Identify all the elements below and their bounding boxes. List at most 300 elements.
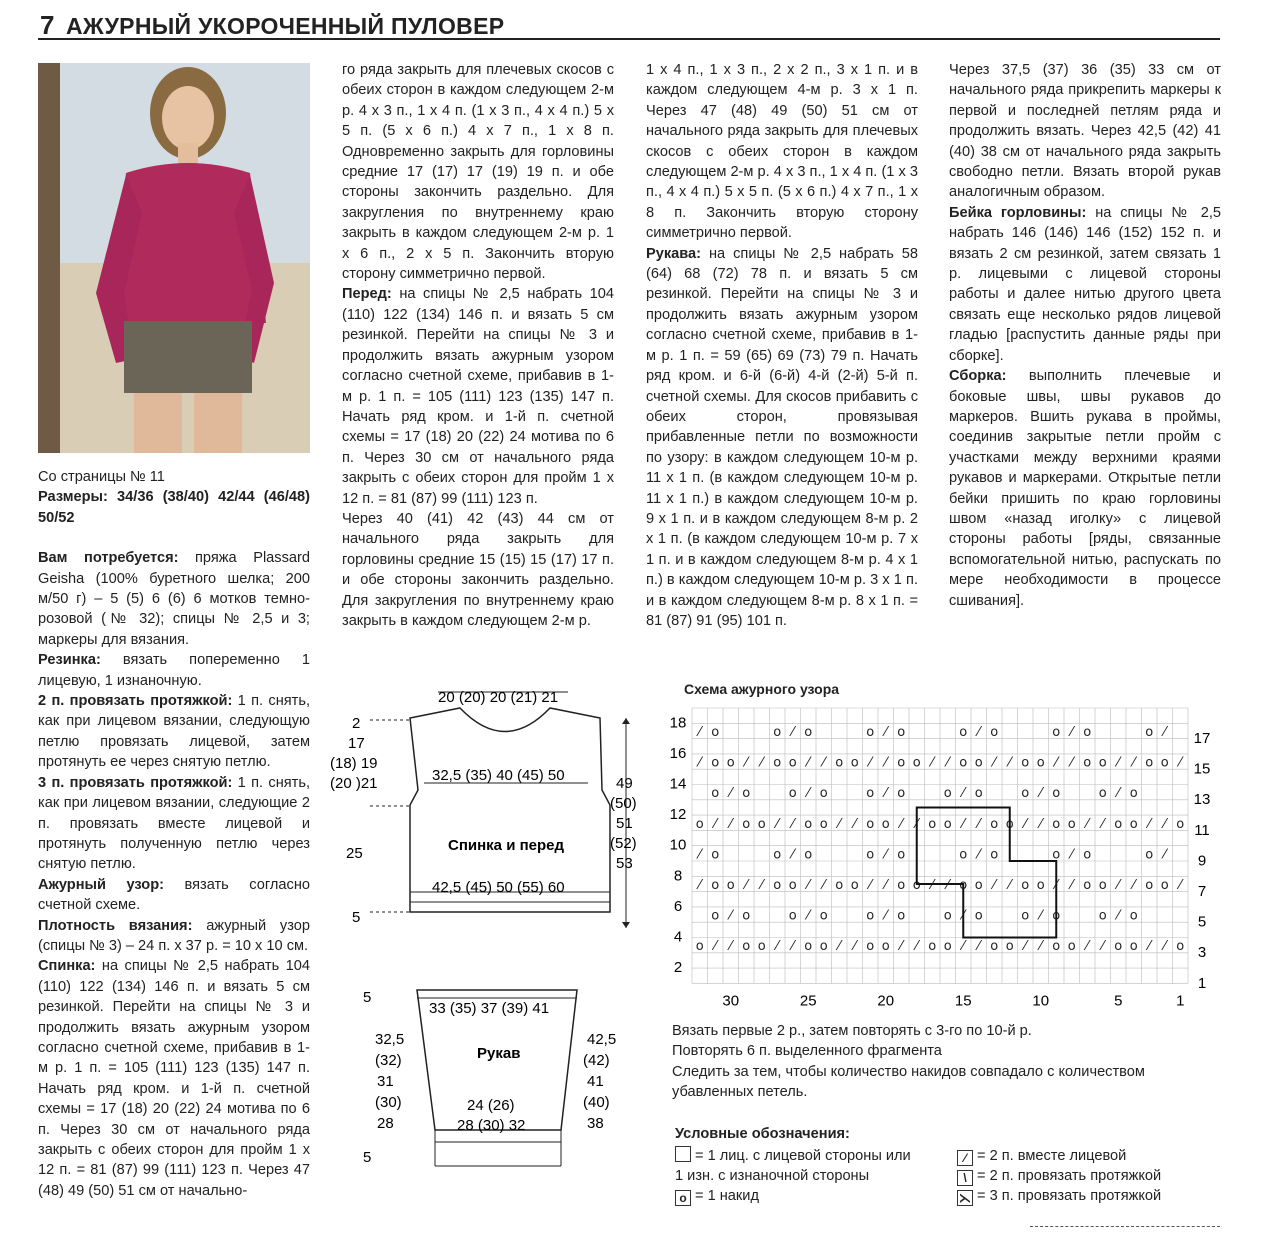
yarn-over-icon: o xyxy=(711,908,720,924)
rib-paragraph xyxy=(38,650,310,691)
decrease-icon: ⁄ xyxy=(884,724,887,740)
yarn-over-icon: o xyxy=(757,816,766,832)
chart-row-label: 13 xyxy=(1193,791,1211,809)
neckband-label: Бейка горловины: xyxy=(949,204,1087,221)
yarn-over-icon: o xyxy=(1129,939,1138,955)
decrease-icon: ⁄ xyxy=(698,755,701,771)
legend-ssk-text: = 2 п. провязать протяжкой xyxy=(977,1168,1162,1184)
yarn-over-icon: o xyxy=(1129,908,1138,924)
chart-row-label: 16 xyxy=(669,744,687,762)
decrease-icon: ⁄ xyxy=(807,786,810,802)
chart-row-label: 1 xyxy=(1197,974,1207,992)
sleeve-label: Рукав xyxy=(477,1045,521,1062)
decrease-icon: ⁄ xyxy=(807,908,810,924)
decrease-icon: ⁄ xyxy=(1132,755,1135,771)
sleeve-right-42: (42) xyxy=(583,1052,610,1069)
sleeve-left-28: 28 xyxy=(377,1115,394,1132)
empty-square-icon xyxy=(675,1146,691,1162)
body-left-20: (20 )21 xyxy=(330,775,378,792)
sleeves-paragraph xyxy=(646,244,918,632)
chart-row-label: 15 xyxy=(1193,760,1211,778)
page-title: АЖУРНЫЙ УКОРОЧЕННЫЙ ПУЛОВЕР xyxy=(66,13,505,39)
model-photo-illustration xyxy=(38,63,310,453)
chart-row-label: 3 xyxy=(1197,944,1207,962)
decrease-icon: ⁄ xyxy=(776,939,779,955)
legend-purl-text: 1 изн. с изнаночной стороны xyxy=(675,1168,870,1184)
chart-row-label: 2 xyxy=(673,959,683,977)
chart-row-label: 14 xyxy=(669,775,687,793)
body-right-51: 51 xyxy=(616,815,633,832)
yarn-over-icon: o xyxy=(1052,939,1061,955)
body-bottom-dimension: 42,5 (45) 50 (55) 60 xyxy=(432,879,565,896)
gauge-text: ажурный узор (спицы № 3) – 24 п. х 37 р. = 10 х 10 см. xyxy=(38,917,310,954)
yarn-over-icon: o xyxy=(1067,816,1076,832)
yarn-over-icon: o xyxy=(788,908,797,924)
decrease-icon: ⁄ xyxy=(931,755,934,771)
yarn-over-icon: o xyxy=(866,816,875,832)
decrease-icon: ⁄ xyxy=(977,816,980,832)
decrease-icon: ⁄ xyxy=(822,877,825,893)
text-column-3 xyxy=(646,60,918,631)
note-2: Повторять 6 п. выделенного фрагмента xyxy=(672,1043,942,1060)
legend-knit-text: = 1 лиц. с лицевой стороны или xyxy=(695,1148,911,1164)
decrease-icon: ⁄ xyxy=(1055,755,1058,771)
decrease-icon: ⁄ xyxy=(807,877,810,893)
neckband-paragraph xyxy=(949,203,1221,366)
yarn-over-icon: o xyxy=(804,939,813,955)
yarn-over-icon: o xyxy=(866,786,875,802)
decrease-icon: ⁄ xyxy=(1039,939,1042,955)
decrease-icon: ⁄ xyxy=(1179,755,1182,771)
chart-row-label: 11 xyxy=(1194,821,1210,839)
yarn-over-icon: o xyxy=(928,816,937,832)
chart-row-label: 17 xyxy=(1193,729,1211,747)
body-top-dimension: 20 (20) 20 (21) 21 xyxy=(438,689,559,706)
sleeve-left-32: (32) xyxy=(375,1052,402,1069)
assembly-label: Сборка: xyxy=(949,368,1007,385)
decrease-icon: ⁄ xyxy=(1163,724,1166,740)
yarn-over-icon: o xyxy=(897,908,906,924)
yarn-over-icon: o xyxy=(866,908,875,924)
sizes-label: Размеры: xyxy=(38,489,108,506)
decrease-icon: ⁄ xyxy=(962,786,965,802)
yarn-over-icon: o xyxy=(804,724,813,740)
yarn-over-icon: o xyxy=(788,877,797,893)
yarn-over-icon: o xyxy=(1114,816,1123,832)
decrease-icon: ⁄ xyxy=(1117,755,1120,771)
decrease-icon: ⁄ xyxy=(1055,877,1058,893)
shoulder-paragraph: го ряда закрыть для плечевых скосов с обеих сторон в каждом следующем 2-м р. 4 х 3 п., 1 х 4 п. (1 х 3 п., 4 х 4 п.) 5 х 5 п. (5 х 6 п.) 4 х 7 п., 1 х 8 п. Одновременно закрыть для горловины средние 17 (17) 17 (19) 19 п. и обе стороны закончить раздельно. Для закругления по внутреннему краю закрыть в каждом следующем 2-м р. 1 х 6 п., 2 х 5 п. Закончить вторую сторону симметрично первой. xyxy=(342,62,614,283)
yarn-over-icon: o xyxy=(959,877,968,893)
yarn-over-icon: o xyxy=(881,816,890,832)
yarn-over-icon: o xyxy=(788,786,797,802)
yarn-over-icon: o xyxy=(897,877,906,893)
sleeve-left-5-bottom: 5 xyxy=(363,1149,372,1166)
decrease-icon: ⁄ xyxy=(1163,847,1166,863)
decrease-icon: ⁄ xyxy=(900,939,903,955)
sleeve-right-425: 42,5 xyxy=(587,1031,617,1048)
yarn-over-icon: o xyxy=(773,847,782,863)
decrease-icon: ⁄ xyxy=(915,939,918,955)
chart-row-label: 7 xyxy=(1197,882,1207,900)
yarn-over-icon: o xyxy=(804,847,813,863)
yarn-over-icon: o xyxy=(742,816,751,832)
body-mid-dimension: 32,5 (35) 40 (45) 50 xyxy=(432,767,565,784)
decrease-icon: ⁄ xyxy=(993,877,996,893)
decrease-icon: ⁄ xyxy=(884,847,887,863)
rib-text: вязать попеременно 1 лицевую, 1 изнаночную. xyxy=(38,652,310,689)
k2-text: 1 п. снять, как при лицевом вязании, следующую петлю провязать лицевой, затем протянуть ее через снятую петлю. xyxy=(38,693,310,771)
neckband-text: на спицы № 2,5 набрать 146 (146) 146 (152) 152 п. и вязать 2 см резинкой, затем связать 1 р. лицевыми с лицевой стороны работы и далее нитью другого цвета связать еще несколько рядов лицевой гладью [распустить данные ряды при сборке]. xyxy=(949,204,1221,364)
decrease-icon: ⁄ xyxy=(1101,816,1104,832)
decrease-icon: ⁄ xyxy=(698,724,701,740)
arrow-head xyxy=(622,718,630,724)
decrease-icon: ⁄ xyxy=(729,939,732,955)
decrease-icon: ⁄ xyxy=(869,877,872,893)
decrease-icon: ⁄ xyxy=(853,939,856,955)
yarn-over-icon: o xyxy=(943,816,952,832)
sleeve-schematic xyxy=(355,980,645,1180)
body-label: Спинка и перед xyxy=(448,837,565,854)
yarn-over-icon: o xyxy=(819,908,828,924)
source-line: Со страницы № 11 xyxy=(38,469,165,485)
decrease-icon: ⁄ xyxy=(760,877,763,893)
decrease-icon: ⁄ xyxy=(1039,908,1042,924)
yarn-over-icon: o xyxy=(912,755,921,771)
body-schematic xyxy=(320,680,650,940)
body-right-52: (52) xyxy=(610,835,637,852)
yarn-over-icon: o xyxy=(1145,755,1154,771)
yarn-over-icon: o xyxy=(726,877,735,893)
lace-label: Ажурный узор: xyxy=(38,876,164,893)
note-1: Вязать первые 2 р., затем повторять с 3-го по 10-й р. xyxy=(672,1023,1032,1039)
decrease-icon: ⁄ xyxy=(1163,816,1166,832)
body-left-17: 17 xyxy=(348,735,365,752)
decrease-icon: ⁄ xyxy=(1132,877,1135,893)
yarn-over-icon: o xyxy=(1052,786,1061,802)
sleeve-left-325: 32,5 xyxy=(375,1031,405,1048)
yarn-over-icon: o xyxy=(1083,724,1092,740)
yarn-over-icon: o xyxy=(1176,816,1185,832)
yarn-over-icon: o xyxy=(1098,908,1107,924)
back-label: Спинка: xyxy=(38,958,96,975)
sleeve-left-30: (30) xyxy=(375,1094,402,1111)
sleeve-left-5-top: 5 xyxy=(363,989,372,1006)
decrease-icon: ⁄ xyxy=(1070,877,1073,893)
yarn-over-icon: o xyxy=(1145,847,1154,863)
body-left-25: 25 xyxy=(346,845,363,862)
chart-row-label: 12 xyxy=(669,806,687,824)
decrease-icon: ⁄ xyxy=(1117,786,1120,802)
decrease-icon: ⁄ xyxy=(977,847,980,863)
decrease-icon: ⁄ xyxy=(977,724,980,740)
sizes-paragraph xyxy=(38,487,310,528)
decrease-icon: ⁄ xyxy=(1163,939,1166,955)
legend-sk2p-text: = 3 п. провязать протяжкой xyxy=(977,1188,1162,1204)
yarn-over-icon: o xyxy=(1098,786,1107,802)
chart-row-label: 18 xyxy=(669,714,687,732)
chart-col-label: 1 xyxy=(1176,992,1185,1010)
yarn-over-icon: o xyxy=(1052,908,1061,924)
yarn-over-icon: o xyxy=(1083,877,1092,893)
decrease-icon: ⁄ xyxy=(884,755,887,771)
yarn-over-icon: o xyxy=(711,877,720,893)
text-column-4 xyxy=(949,60,1221,611)
k2-label: 2 п. провязать протяжкой: xyxy=(38,693,233,710)
decrease-icon: ⁄ xyxy=(776,816,779,832)
yarn-over-icon: o xyxy=(711,755,720,771)
yarn-over-icon: o xyxy=(742,939,751,955)
front-text: на спицы № 2,5 набрать 104 (110) 122 (134) 146 п. и вязать 5 см резинкой. Перейти на спицы № 3 и продолжить вязать ажурным узором согласно счетной схеме, прибавив в 1-м р. 1 п. = 105 (111) 123 (135) 147 п. Начать ряд кром. и 1-й п. счетной схемы = 17 (18) 20 (22) 24 мотива по 6 п. Через 30 см от начального ряда закрыть с обеих сторон для пройм 1 х 12 п. = 81 (87) 99 (111) 123 п. xyxy=(342,286,614,507)
sleeves-label: Рукава: xyxy=(646,245,702,262)
decrease-icon: ⁄ xyxy=(962,939,965,955)
yarn-over-icon: o xyxy=(866,847,875,863)
decrease-icon: ⁄ xyxy=(884,877,887,893)
lace-paragraph xyxy=(38,875,310,916)
k2tog-icon: ⁄ xyxy=(957,1150,973,1166)
neck-shaping-paragraph: Через 40 (41) 42 (43) 44 см от начального ряда закрыть для горловины средние 15 (15) 15 (17) 17 п. и обе стороны закончить раздельно. Для закругления по внутреннему краю закрыть в каждом следующем 2-м р. xyxy=(342,510,614,629)
yarn-over-icon: o xyxy=(835,877,844,893)
sk2p-icon: ⋋ xyxy=(959,1191,971,1205)
decrease-icon: ⁄ xyxy=(1008,877,1011,893)
yarn-over-icon: o xyxy=(928,939,937,955)
decrease-icon: ⁄ xyxy=(760,755,763,771)
sleeve-left-31: 31 xyxy=(377,1073,394,1090)
chart-notes xyxy=(672,1021,1192,1103)
body-right-50: (50) xyxy=(610,795,637,812)
yarn-over-icon: o xyxy=(881,939,890,955)
chart-col-label: 20 xyxy=(877,992,895,1010)
decrease-icon: ⁄ xyxy=(791,724,794,740)
sleeve-continued-paragraph: Через 37,5 (37) 36 (35) 33 см от начального ряда прикрепить маркеры к первой и последней петлям ряда и продолжить вязать. Через 42,5 (42) 41 (40) 38 см от начального ряда закрыть свободно петли. Вязать второй рукав аналогичным образом. xyxy=(949,62,1221,201)
yarn-over-icon: o xyxy=(1052,816,1061,832)
decrease-icon: ⁄ xyxy=(791,816,794,832)
decrease-icon: ⁄ xyxy=(729,816,732,832)
legend-yo-text: = 1 накид xyxy=(695,1188,759,1204)
yarn-over-icon: o xyxy=(1021,877,1030,893)
decrease-icon: ⁄ xyxy=(729,786,732,802)
rib-label: Резинка: xyxy=(38,652,101,669)
decrease-icon: ⁄ xyxy=(884,786,887,802)
chart-col-label: 25 xyxy=(799,992,817,1010)
ssk-icon: \ xyxy=(957,1170,973,1186)
yarn-over-icon: o xyxy=(897,724,906,740)
yarn-over-icon: o xyxy=(943,908,952,924)
decrease-icon: ⁄ xyxy=(962,908,965,924)
decrease-icon: ⁄ xyxy=(838,816,841,832)
legend-purl xyxy=(675,1166,869,1186)
decrease-icon: ⁄ xyxy=(1024,939,1027,955)
front-paragraph xyxy=(342,284,614,508)
k3-label: 3 п. провязать протяжкой: xyxy=(38,774,233,791)
yarn-over-icon: o xyxy=(1005,939,1014,955)
decrease-icon: ⁄ xyxy=(1024,816,1027,832)
yarn-over-icon: o xyxy=(804,816,813,832)
legend-ssk xyxy=(957,1166,1161,1186)
legend-title: Условные обозначения: xyxy=(675,1126,850,1142)
lace-chart xyxy=(655,700,1211,1010)
yarn-over-icon: o xyxy=(866,939,875,955)
decrease-icon: ⁄ xyxy=(900,816,903,832)
sleeve-right-41: 41 xyxy=(587,1073,604,1090)
yarn-over-icon: o xyxy=(788,755,797,771)
yarn-over-icon: o xyxy=(1036,877,1045,893)
yarn-over-icon: o xyxy=(726,755,735,771)
k2-paragraph xyxy=(38,691,310,773)
page-header xyxy=(38,8,1220,40)
decrease-icon: ⁄ xyxy=(1117,908,1120,924)
front-label: Перед: xyxy=(342,286,392,303)
sleeves-text: на спицы № 2,5 набрать 58 (64) 68 (72) 78 п. и вязать 5 см резинкой. Перейти на спицы № 3 и продолжить вязать ажурным узором согласно счетной схеме, прибавив в 1-м р. 1 п. = 59 (65) 69 (73) 79 п. Начать ряд кром. и 6-й (6-й) 4-й (2-й) 5-й п. счетной схемы. Для скосов прибавить с обеих сторон, провязывая прибавленные петли по возможности по узору: в каждом следующем 10-м р. 11 х 1 п. (в каждом следующем 10-м р. 11 х 1 п.) в каждом следующем 10-м р. 9 х 1 п. и в каждом следующем 8-м р. 2 х 1 п. (в каждом следующем 10-м р. 7 х 1 п. и в каждом следующем 8-м р. 4 х 1 п.) в каждом следующем 10-м р. 3 х 1 п. и в каждом следующем 8-м р. 8 х 1 п. = 81 (87) 91 (95) 101 п. xyxy=(646,245,918,629)
back-text: на спицы № 2,5 набрать 104 (110) 122 (134) 146 п. и вязать 5 см резинкой. Перейти на спицы № 3 и продолжить вязать ажурным узором согласно счетной схеме, прибавив в 1-м р. 1 п. = 105 (111) 123 (135) 147 п. Начать ряд кром. и 1-й п. счетной схемы = 17 (18) 20 (22) 24 мотива по 6 п. Через 30 см от начального ряда закрыть с обеих сторон для пройм 1 х 12 п. = 81 (87) 99 (111) 123 п. Через 47 (48) 49 (50) 51 см от начально- xyxy=(38,958,310,1199)
sleeve-top-dimension: 33 (35) 37 (39) 41 xyxy=(429,1000,550,1017)
yarn-over-icon: o xyxy=(897,847,906,863)
decrease-icon: ⁄ xyxy=(822,755,825,771)
decrease-icon: ⁄ xyxy=(1148,816,1151,832)
yarn-over-icon: o xyxy=(912,877,921,893)
text-column-1 xyxy=(38,467,310,1201)
yarn-over-icon: o xyxy=(1021,908,1030,924)
decrease-icon: ⁄ xyxy=(729,908,732,924)
legend-k2tog xyxy=(957,1146,1126,1166)
yarn-over-icon: o xyxy=(897,755,906,771)
sleeve-bottom-1: 24 (26) xyxy=(467,1097,515,1114)
yarn-over-icon: o xyxy=(1098,877,1107,893)
chart-row-label: 9 xyxy=(1197,852,1207,870)
yarn-over-icon: o xyxy=(757,939,766,955)
yarn-over-icon: o xyxy=(819,786,828,802)
yarn-over-icon: o xyxy=(1052,847,1061,863)
decrease-icon: ⁄ xyxy=(1070,724,1073,740)
body-right-49: 49 xyxy=(616,775,633,792)
yarn-over-icon: o xyxy=(959,847,968,863)
decrease-icon: ⁄ xyxy=(791,847,794,863)
yarn-over-icon: o xyxy=(990,847,999,863)
sleeve-right-38: 38 xyxy=(587,1115,604,1132)
sleeve-right-40: (40) xyxy=(583,1094,610,1111)
legend-yo xyxy=(675,1186,759,1206)
yarn-over-icon: o xyxy=(850,755,859,771)
decrease-icon: ⁄ xyxy=(1148,939,1151,955)
legend-sk2p xyxy=(957,1186,1161,1206)
decrease-icon: ⁄ xyxy=(946,755,949,771)
body-left-18: (18) 19 xyxy=(330,755,378,772)
decrease-icon: ⁄ xyxy=(1086,939,1089,955)
yarn-over-icon: o xyxy=(711,724,720,740)
decrease-icon: ⁄ xyxy=(1070,847,1073,863)
yarn-over-icon: o xyxy=(1160,755,1169,771)
yarn-over-icon: o xyxy=(974,755,983,771)
spacer xyxy=(38,528,310,548)
yarn-over-icon: o xyxy=(959,755,968,771)
yarn-over-icon: o xyxy=(773,877,782,893)
chart-col-label: 30 xyxy=(722,992,740,1010)
body-right-53: 53 xyxy=(616,855,633,872)
yarn-over-icon: o xyxy=(1129,816,1138,832)
assembly-paragraph xyxy=(949,366,1221,611)
yarn-over-icon: o xyxy=(1145,877,1154,893)
yarn-over-icon: o xyxy=(675,1190,691,1206)
yarn-over-icon: o xyxy=(974,786,983,802)
decrease-icon: ⁄ xyxy=(745,877,748,893)
arrow-head xyxy=(622,922,630,928)
yarn-over-icon: o xyxy=(1052,724,1061,740)
legend-knit xyxy=(675,1146,911,1166)
decrease-icon: ⁄ xyxy=(853,816,856,832)
pattern-number: 7 xyxy=(40,10,55,40)
body-left-5: 5 xyxy=(352,909,361,926)
body-left-2: 2 xyxy=(352,715,361,732)
decrease-icon: ⁄ xyxy=(962,816,965,832)
chart-row-label: 10 xyxy=(669,836,687,854)
decrease-icon: ⁄ xyxy=(946,877,949,893)
page-footer-line xyxy=(1030,1226,1220,1229)
yarn-over-icon: o xyxy=(959,724,968,740)
materials-paragraph xyxy=(38,548,310,650)
decrease-icon: ⁄ xyxy=(1008,755,1011,771)
decrease-icon: ⁄ xyxy=(698,877,701,893)
chart-title: Схема ажурного узора xyxy=(684,681,840,697)
yarn-over-icon: o xyxy=(695,939,704,955)
decrease-icon: ⁄ xyxy=(698,847,701,863)
chart-row-label: 4 xyxy=(673,928,683,946)
yarn-over-icon: o xyxy=(711,847,720,863)
yarn-over-icon: o xyxy=(742,908,751,924)
decrease-icon: ⁄ xyxy=(931,877,934,893)
legend-k2tog-text: = 2 п. вместе лицевой xyxy=(977,1148,1127,1164)
yarn-over-icon: o xyxy=(773,755,782,771)
decrease-icon: ⁄ xyxy=(807,755,810,771)
back-paragraph xyxy=(38,956,310,1201)
model-photo xyxy=(38,63,310,453)
decrease-icon: ⁄ xyxy=(1039,786,1042,802)
sizes-value: 34/36 (38/40) 42/44 (46/48) 50/52 xyxy=(38,489,310,526)
chart-col-label: 15 xyxy=(954,992,972,1010)
decrease-icon: ⁄ xyxy=(884,908,887,924)
yarn-over-icon: o xyxy=(1083,847,1092,863)
yarn-over-icon: o xyxy=(1021,755,1030,771)
decrease-icon: ⁄ xyxy=(915,816,918,832)
yarn-over-icon: o xyxy=(773,724,782,740)
k3-text: 1 п. снять, как при лицевом вязании, следующие 2 п. провязать вместе лицевой и протянуть полученную петлю через снятую петлю. xyxy=(38,774,310,873)
yarn-over-icon: o xyxy=(866,724,875,740)
chart-row-label: 5 xyxy=(1197,913,1207,931)
k3-paragraph xyxy=(38,773,310,875)
yarn-over-icon: o xyxy=(1160,877,1169,893)
decrease-icon: ⁄ xyxy=(714,939,717,955)
yarn-over-icon: o xyxy=(990,816,999,832)
decrease-icon: ⁄ xyxy=(1117,877,1120,893)
decrease-icon: ⁄ xyxy=(977,939,980,955)
yarn-over-icon: o xyxy=(1129,786,1138,802)
decrease-icon: ⁄ xyxy=(1070,755,1073,771)
yarn-over-icon: o xyxy=(819,939,828,955)
text-column-2 xyxy=(342,60,614,631)
yarn-over-icon: o xyxy=(990,939,999,955)
note-3: Следить за тем, чтобы количество накидов совпадало с количеством убавленных петель. xyxy=(672,1063,1145,1101)
yarn-over-icon: o xyxy=(897,786,906,802)
yarn-over-icon: o xyxy=(1145,724,1154,740)
yarn-over-icon: o xyxy=(943,939,952,955)
decrease-icon: ⁄ xyxy=(993,755,996,771)
decrease-icon: ⁄ xyxy=(1039,816,1042,832)
assembly-text: выполнить плечевые и боковые швы, швы рукавов до маркеров. Вшить рукава в проймы, соединив закрытые петли пройм с участками между верхними краями рукавов и маркерами. Открытые петли бейки пришить по краю горловины швом «назад иголку» с лицевой стороны работы [ряды, связанные вспомогательной нитью, распускать по мере необходимости в процессе сшивания]. xyxy=(949,368,1221,609)
materials-text: пряжа Plassard Geisha (100% буретного шелка; 200 м/50 г) – 5 (5) 6 (6) 6 мотков темно-розовой (№ 32); спицы № 2,5 и 3; маркеры для вязания. xyxy=(38,550,310,648)
yarn-over-icon: o xyxy=(1083,755,1092,771)
chart-col-label: 10 xyxy=(1032,992,1050,1010)
chart-row-label: 6 xyxy=(673,897,683,915)
yarn-over-icon: o xyxy=(1114,939,1123,955)
